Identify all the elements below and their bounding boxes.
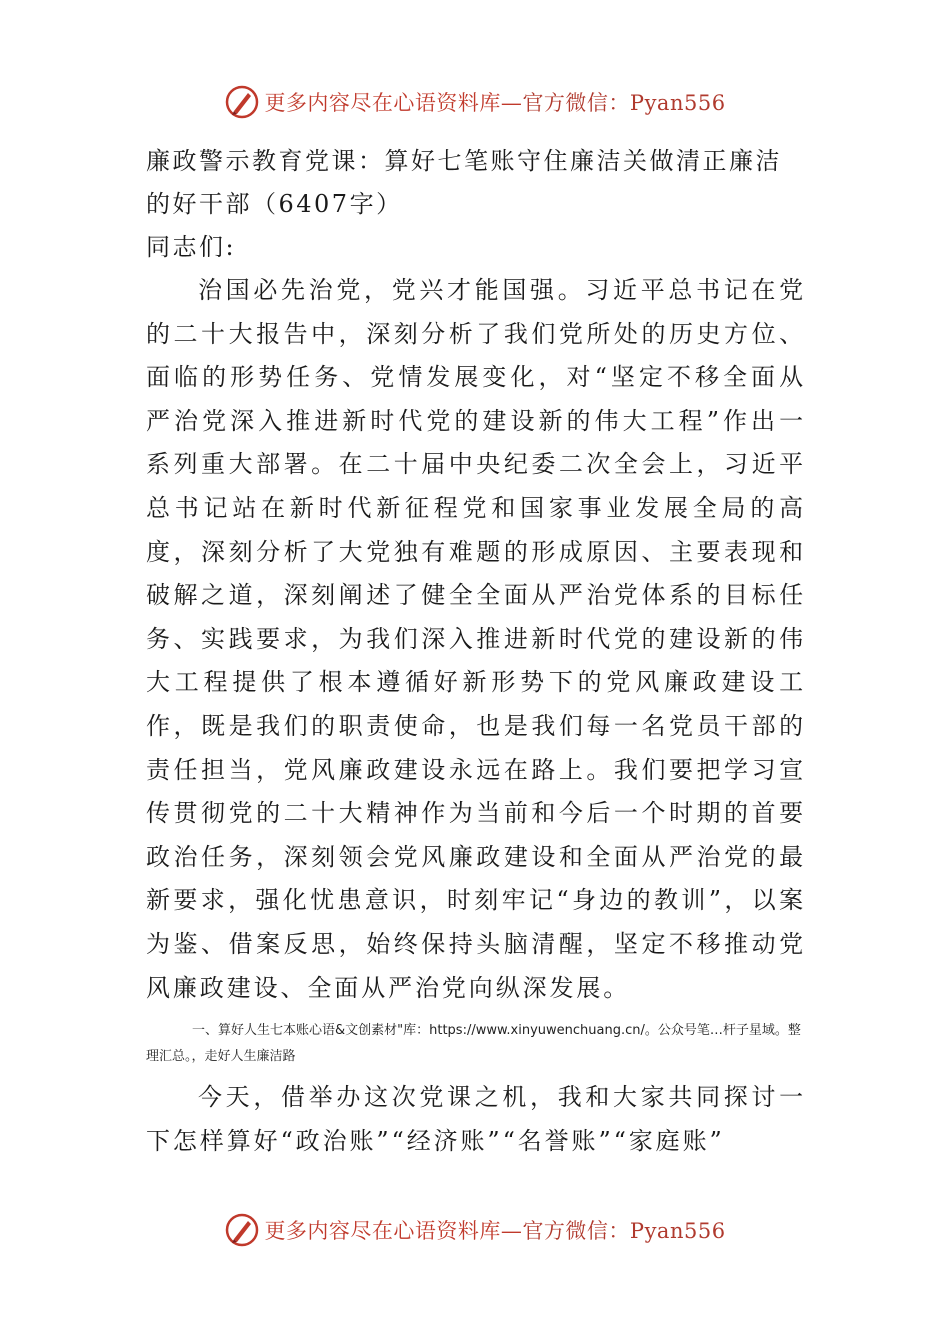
banner-library-text: 更多内容尽在心语资料库— xyxy=(264,1219,523,1243)
greeting: 同志们: xyxy=(146,233,237,261)
banner-wechat-text: 官方微信：Pyan556 xyxy=(522,1219,726,1243)
banner-library-text: 更多内容尽在心语资料库— xyxy=(264,91,523,115)
header-banner xyxy=(0,82,950,122)
banner-label xyxy=(264,1215,725,1245)
document-body xyxy=(146,140,806,1163)
banner-label xyxy=(264,87,725,117)
pen-logo-icon xyxy=(224,84,260,120)
footer-banner xyxy=(0,1210,950,1250)
section-heading-note: 一、算好人生七本账心语&文创素材"库：https://www.xinyuwenchuang.cn/。公众号笔…杆子星域。整理汇总。，走好人生廉洁路 xyxy=(146,1023,801,1065)
banner-wechat-text: 官方微信：Pyan556 xyxy=(522,91,726,115)
pen-logo-icon xyxy=(224,1212,260,1248)
document-title: 廉政警示教育党课：算好七笔账守住廉洁关做清正廉洁的好干部（6407字） xyxy=(146,147,782,218)
paragraph-2: 今天，借举办这次党课之机，我和大家共同探讨一下怎样算好“政治账”“经济账”“名誉账”“家庭账” xyxy=(146,1083,806,1155)
paragraph-1: 治国必先治党，党兴才能国强。习近平总书记在党的二十大报告中，深刻分析了我们党所处的历史方位、面临的形势任务、党情发展变化，对“坚定不移全面从严治党深入推进新时代党的建设新的伟大工程”作出一系列重大部署。在二十届中央纪委二次全会上，习近平总书记站在新时代新征程党和国家事业发展全局的高度，深刻分析了大党独有难题的形成原因、主要表现和破解之道，深刻阐述了健全全面从严治党体系的目标任务、实践要求，为我们深入推进新时代党的建设新的伟大工程提供了根本遵循好新形势下的党风廉政建设工作，既是我们的职责使命，也是我们每一名党员干部的责任担当，党风廉政建设永远在路上。我们要把学习宣传贯彻党的二十大精神作为当前和今后一个时期的首要政治任务，深刻领会党风廉政建设和全面从严治党的最新要求，强化忧患意识，时刻牢记“身边的教训”，以案为鉴、借案反思，始终保持头脑清醒，坚定不移推动党风廉政建设、全面从严治党向纵深发展。 xyxy=(146,276,806,1002)
